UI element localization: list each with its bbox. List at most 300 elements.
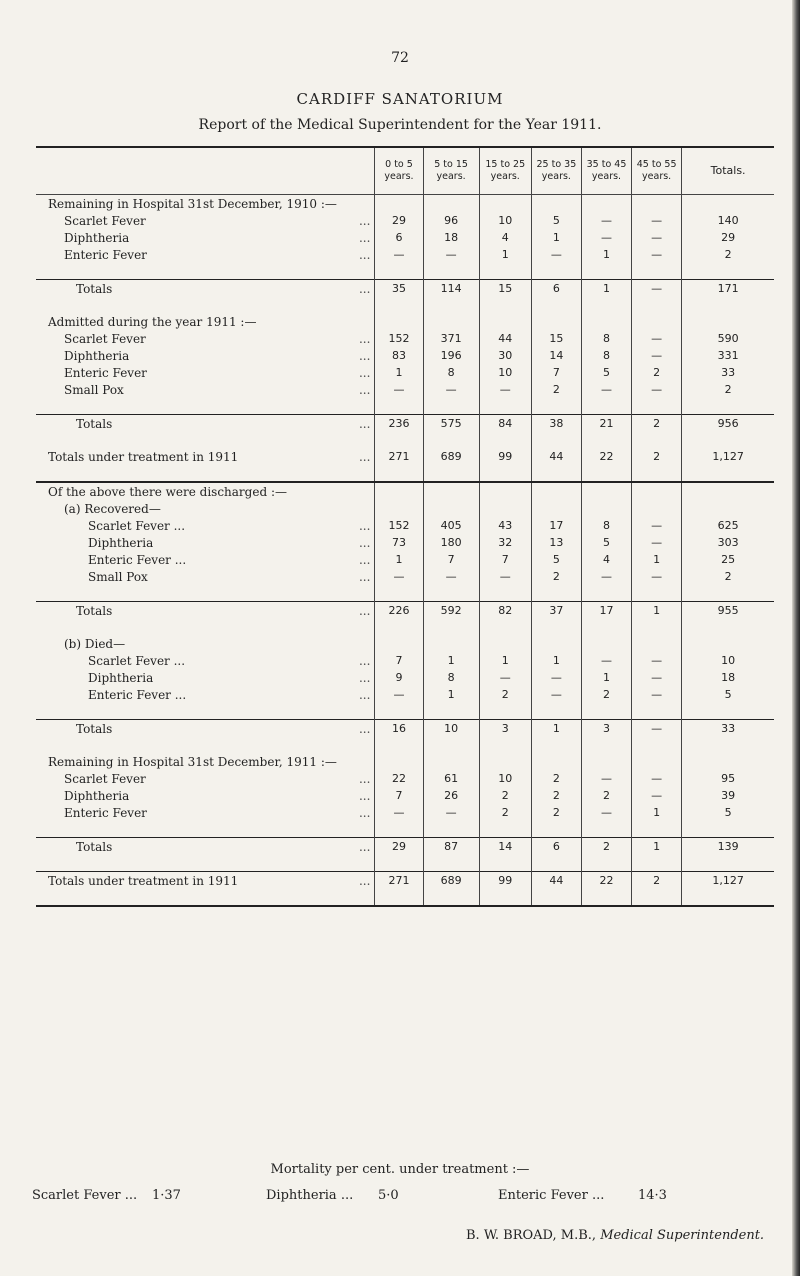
table-cell: — bbox=[375, 246, 423, 263]
column-header: 5 to 15 years. bbox=[423, 147, 479, 195]
table-row bbox=[36, 364, 774, 381]
table-cell: 575 bbox=[423, 415, 479, 433]
table-row bbox=[36, 669, 774, 686]
table-cell bbox=[531, 500, 581, 517]
table-cell bbox=[531, 297, 581, 313]
row-label-text: Totals under treatment in 1911 bbox=[48, 873, 239, 888]
table-cell: 22 bbox=[581, 872, 631, 890]
page-number: 72 bbox=[391, 50, 409, 66]
table-cell: — bbox=[632, 686, 682, 703]
table-row bbox=[36, 448, 774, 465]
table-cell: 2 bbox=[632, 872, 682, 890]
table-cell bbox=[375, 585, 423, 602]
row-label-text: Diphtheria bbox=[64, 788, 130, 803]
row-label bbox=[36, 669, 375, 686]
table-cell bbox=[479, 313, 531, 330]
mortality-enteric-value: 14·3 bbox=[638, 1188, 667, 1203]
table-cell: 7 bbox=[531, 364, 581, 381]
row-label-text: Enteric Fever bbox=[64, 247, 147, 262]
table-cell: — bbox=[581, 381, 631, 398]
table-cell: 82 bbox=[479, 602, 531, 620]
table-cell: 2 bbox=[479, 804, 531, 821]
row-label-text: Scarlet Fever ... bbox=[88, 518, 186, 533]
leader-dots: ... bbox=[358, 281, 371, 296]
table-cell: 30 bbox=[479, 347, 531, 364]
table-cell bbox=[375, 195, 423, 213]
table-cell: 2 bbox=[581, 787, 631, 804]
row-label bbox=[36, 821, 375, 838]
row-label bbox=[36, 517, 375, 534]
leader-dots: ... bbox=[358, 348, 371, 363]
row-label bbox=[36, 568, 375, 585]
table-row bbox=[36, 381, 774, 398]
table-cell: 955 bbox=[682, 602, 774, 620]
table-cell: — bbox=[581, 804, 631, 821]
row-label bbox=[36, 246, 375, 263]
table-cell bbox=[531, 855, 581, 872]
table-cell: — bbox=[632, 347, 682, 364]
table-cell bbox=[375, 703, 423, 720]
table-cell bbox=[632, 889, 682, 906]
spacer-row bbox=[36, 398, 774, 415]
row-label bbox=[36, 263, 375, 280]
table-cell: 10 bbox=[479, 770, 531, 787]
table-cell: 2 bbox=[632, 448, 682, 465]
row-label bbox=[36, 313, 375, 330]
table-cell bbox=[423, 313, 479, 330]
table-cell bbox=[375, 432, 423, 448]
table-cell: 1 bbox=[375, 364, 423, 381]
table-cell: 2 bbox=[682, 381, 774, 398]
table-cell: 2 bbox=[682, 568, 774, 585]
table-cell bbox=[375, 500, 423, 517]
table-cell: — bbox=[632, 280, 682, 298]
table-cell: 303 bbox=[682, 534, 774, 551]
table-cell: 5 bbox=[531, 212, 581, 229]
table-cell: 2 bbox=[531, 770, 581, 787]
table-cell: 96 bbox=[423, 212, 479, 229]
table-cell bbox=[632, 482, 682, 500]
table-cell: — bbox=[632, 246, 682, 263]
row-label-text: Totals bbox=[76, 281, 113, 296]
table-row bbox=[36, 652, 774, 669]
table-cell: 1 bbox=[479, 246, 531, 263]
leader-dots: ... bbox=[358, 331, 371, 346]
row-label bbox=[36, 364, 375, 381]
table-cell bbox=[682, 500, 774, 517]
table-cell: 689 bbox=[423, 872, 479, 890]
table-cell: 84 bbox=[479, 415, 531, 433]
table-cell: — bbox=[581, 212, 631, 229]
table-cell bbox=[423, 482, 479, 500]
table-cell: 5 bbox=[581, 534, 631, 551]
table-cell: — bbox=[632, 517, 682, 534]
table-cell: 15 bbox=[531, 330, 581, 347]
spacer-row bbox=[36, 889, 774, 906]
table-cell bbox=[632, 297, 682, 313]
row-label bbox=[36, 448, 375, 465]
table-cell: — bbox=[479, 568, 531, 585]
table-cell bbox=[581, 619, 631, 635]
table-cell bbox=[423, 703, 479, 720]
table-cell: 61 bbox=[423, 770, 479, 787]
table-cell: 7 bbox=[375, 652, 423, 669]
table-cell bbox=[479, 482, 531, 500]
table-row bbox=[36, 415, 774, 433]
report-subtitle: Report of the Medical Superintendent for the Year 1911. bbox=[198, 117, 602, 133]
table-cell: — bbox=[581, 568, 631, 585]
table-cell bbox=[531, 635, 581, 652]
table-cell: 1 bbox=[581, 669, 631, 686]
table-cell bbox=[423, 855, 479, 872]
leader-dots: ... bbox=[358, 365, 371, 380]
row-label-text: Diphtheria bbox=[64, 230, 130, 245]
table-cell bbox=[682, 619, 774, 635]
table-cell bbox=[531, 703, 581, 720]
table-cell: 592 bbox=[423, 602, 479, 620]
spacer-row bbox=[36, 465, 774, 482]
table-cell: 35 bbox=[375, 280, 423, 298]
table-cell bbox=[632, 821, 682, 838]
column-header: 0 to 5 years. bbox=[375, 147, 423, 195]
spacer-row bbox=[36, 619, 774, 635]
row-label bbox=[36, 720, 375, 738]
table-cell: 180 bbox=[423, 534, 479, 551]
signature-name: B. W. BROAD, M.B., bbox=[466, 1228, 597, 1243]
table-cell: 1 bbox=[581, 280, 631, 298]
table-cell bbox=[479, 585, 531, 602]
table-body bbox=[36, 195, 774, 907]
table-cell bbox=[632, 703, 682, 720]
table-cell: — bbox=[423, 246, 479, 263]
table-cell bbox=[632, 195, 682, 213]
header-blank bbox=[36, 147, 375, 195]
table-cell bbox=[531, 482, 581, 500]
mortality-scarlet-label: Scarlet Fever ... bbox=[32, 1188, 138, 1203]
row-label bbox=[36, 872, 375, 890]
table-row bbox=[36, 872, 774, 890]
row-label bbox=[36, 838, 375, 856]
row-label bbox=[36, 500, 375, 517]
leader-dots: ... bbox=[358, 603, 371, 618]
table-cell: 8 bbox=[423, 364, 479, 381]
mortality-diphtheria-value: 5·0 bbox=[378, 1188, 399, 1203]
table-cell: — bbox=[479, 381, 531, 398]
table-cell bbox=[682, 889, 774, 906]
table-cell: 33 bbox=[682, 720, 774, 738]
table-cell: — bbox=[632, 720, 682, 738]
table-cell: 1,127 bbox=[682, 448, 774, 465]
table-cell: 5 bbox=[581, 364, 631, 381]
table-cell bbox=[375, 635, 423, 652]
leader-dots: ... bbox=[358, 518, 371, 533]
table-cell: 6 bbox=[375, 229, 423, 246]
table-cell bbox=[375, 821, 423, 838]
table-row bbox=[36, 229, 774, 246]
column-header-totals: Totals. bbox=[682, 147, 774, 195]
table-cell bbox=[479, 855, 531, 872]
table-cell bbox=[581, 635, 631, 652]
table-cell: 29 bbox=[375, 838, 423, 856]
column-header: 25 to 35 years. bbox=[531, 147, 581, 195]
table-cell bbox=[682, 263, 774, 280]
table-cell bbox=[423, 500, 479, 517]
table-cell bbox=[632, 500, 682, 517]
table-row bbox=[36, 686, 774, 703]
leader-dots: ... bbox=[358, 771, 371, 786]
table-cell bbox=[632, 398, 682, 415]
table-cell bbox=[531, 313, 581, 330]
table-cell bbox=[581, 398, 631, 415]
table-cell: 39 bbox=[682, 787, 774, 804]
row-label bbox=[36, 737, 375, 753]
table-cell: — bbox=[423, 381, 479, 398]
table-cell: 14 bbox=[479, 838, 531, 856]
row-label-text: Diphtheria bbox=[88, 670, 154, 685]
table-cell bbox=[581, 500, 631, 517]
table-cell bbox=[682, 855, 774, 872]
row-label-text: Small Pox bbox=[88, 569, 148, 584]
table-cell: 2 bbox=[632, 415, 682, 433]
table-cell bbox=[632, 635, 682, 652]
row-label-text: Scarlet Fever ... bbox=[88, 653, 186, 668]
spacer-row bbox=[36, 821, 774, 838]
table-cell: 2 bbox=[531, 568, 581, 585]
table-cell: 371 bbox=[423, 330, 479, 347]
leader-dots: ... bbox=[358, 552, 371, 567]
row-label bbox=[36, 398, 375, 415]
table-cell bbox=[581, 482, 631, 500]
table-cell: 15 bbox=[479, 280, 531, 298]
table-cell: 6 bbox=[531, 838, 581, 856]
row-label bbox=[36, 330, 375, 347]
spacer-row bbox=[36, 297, 774, 313]
table-header-row bbox=[36, 147, 774, 195]
table-row bbox=[36, 602, 774, 620]
table-cell: 2 bbox=[682, 246, 774, 263]
table-cell: — bbox=[581, 770, 631, 787]
row-label bbox=[36, 753, 375, 770]
table-cell bbox=[682, 465, 774, 482]
table-cell: 331 bbox=[682, 347, 774, 364]
column-header: 45 to 55 years. bbox=[632, 147, 682, 195]
table-cell: 10 bbox=[423, 720, 479, 738]
table-cell: 1 bbox=[423, 652, 479, 669]
row-label-text: (b) Died— bbox=[64, 636, 126, 651]
leader-dots: ... bbox=[358, 569, 371, 584]
table-cell: — bbox=[632, 330, 682, 347]
table-cell: 405 bbox=[423, 517, 479, 534]
column-header: 35 to 45 years. bbox=[581, 147, 631, 195]
table-cell: 271 bbox=[375, 448, 423, 465]
row-label bbox=[36, 635, 375, 652]
leader-dots: ... bbox=[358, 721, 371, 736]
row-label-text: Of the above there were discharged :— bbox=[48, 484, 287, 499]
table-cell: 25 bbox=[682, 551, 774, 568]
table-row bbox=[36, 347, 774, 364]
table-cell bbox=[682, 635, 774, 652]
row-label bbox=[36, 889, 375, 906]
table-cell: 226 bbox=[375, 602, 423, 620]
table-cell bbox=[531, 889, 581, 906]
table-cell: — bbox=[479, 669, 531, 686]
table-cell bbox=[423, 821, 479, 838]
table-cell bbox=[423, 619, 479, 635]
table-cell: 2 bbox=[581, 838, 631, 856]
table-cell: 8 bbox=[581, 330, 631, 347]
table-cell: 1 bbox=[479, 652, 531, 669]
row-label bbox=[36, 602, 375, 620]
spacer-row bbox=[36, 737, 774, 753]
table-cell: 236 bbox=[375, 415, 423, 433]
table-cell bbox=[531, 753, 581, 770]
table-cell: 14 bbox=[531, 347, 581, 364]
table-cell: 171 bbox=[682, 280, 774, 298]
table-cell bbox=[423, 263, 479, 280]
table-cell bbox=[682, 398, 774, 415]
mortality-enteric-label: Enteric Fever ... bbox=[498, 1188, 605, 1203]
table-cell bbox=[375, 889, 423, 906]
table-cell: 29 bbox=[682, 229, 774, 246]
table-cell: 1 bbox=[531, 652, 581, 669]
row-label bbox=[36, 551, 375, 568]
table-cell: — bbox=[423, 804, 479, 821]
table-cell: 44 bbox=[531, 872, 581, 890]
table-cell bbox=[423, 465, 479, 482]
table-cell: — bbox=[632, 770, 682, 787]
table-cell bbox=[632, 753, 682, 770]
table-cell: 10 bbox=[682, 652, 774, 669]
table-cell bbox=[479, 398, 531, 415]
table-cell: 3 bbox=[479, 720, 531, 738]
table-cell bbox=[581, 465, 631, 482]
table-cell bbox=[375, 263, 423, 280]
table-row bbox=[36, 838, 774, 856]
table-cell: 33 bbox=[682, 364, 774, 381]
mortality-heading: Mortality per cent. under treatment :— bbox=[270, 1162, 530, 1177]
table-cell: 17 bbox=[581, 602, 631, 620]
table-cell: 4 bbox=[479, 229, 531, 246]
table-cell bbox=[581, 313, 631, 330]
table-cell bbox=[531, 465, 581, 482]
table-cell: — bbox=[632, 229, 682, 246]
table-cell: 1,127 bbox=[682, 872, 774, 890]
table-cell: 1 bbox=[423, 686, 479, 703]
leader-dots: ... bbox=[358, 788, 371, 803]
table-cell bbox=[581, 737, 631, 753]
signature bbox=[466, 1228, 764, 1243]
table-cell: — bbox=[632, 669, 682, 686]
table-cell: 1 bbox=[531, 720, 581, 738]
table-cell: — bbox=[375, 686, 423, 703]
row-label-text: (a) Recovered— bbox=[64, 501, 161, 516]
table-cell bbox=[531, 263, 581, 280]
table-cell: 9 bbox=[375, 669, 423, 686]
table-cell: 4 bbox=[581, 551, 631, 568]
table-cell bbox=[581, 195, 631, 213]
table-cell: 18 bbox=[682, 669, 774, 686]
table-cell bbox=[423, 398, 479, 415]
table-cell: — bbox=[632, 534, 682, 551]
table-cell: — bbox=[375, 381, 423, 398]
table-cell: 1 bbox=[632, 551, 682, 568]
table-cell: 5 bbox=[682, 686, 774, 703]
row-label-text: Scarlet Fever bbox=[64, 331, 146, 346]
leader-dots: ... bbox=[358, 687, 371, 702]
table-cell bbox=[375, 465, 423, 482]
table-cell: 8 bbox=[423, 669, 479, 686]
table-cell: 6 bbox=[531, 280, 581, 298]
table-cell: 152 bbox=[375, 517, 423, 534]
row-label-text: Enteric Fever bbox=[64, 365, 147, 380]
table-cell: 99 bbox=[479, 872, 531, 890]
table-cell: 1 bbox=[581, 246, 631, 263]
table-cell bbox=[531, 195, 581, 213]
table-cell: 16 bbox=[375, 720, 423, 738]
row-label-text: Totals bbox=[76, 603, 113, 618]
row-label-text: Enteric Fever ... bbox=[88, 552, 187, 567]
table-cell bbox=[632, 432, 682, 448]
table-cell: — bbox=[632, 787, 682, 804]
table-cell: 1 bbox=[632, 838, 682, 856]
leader-dots: ... bbox=[358, 416, 371, 431]
row-label bbox=[36, 855, 375, 872]
table-cell bbox=[682, 297, 774, 313]
table-cell: 2 bbox=[531, 804, 581, 821]
table-cell bbox=[581, 263, 631, 280]
row-label-text: Scarlet Fever bbox=[64, 771, 146, 786]
row-label bbox=[36, 619, 375, 635]
spacer-row bbox=[36, 585, 774, 602]
table-cell bbox=[479, 821, 531, 838]
table-cell: 17 bbox=[531, 517, 581, 534]
row-label-text: Remaining in Hospital 31st December, 1911 :— bbox=[48, 754, 337, 769]
page-title: CARDIFF SANATORIUM bbox=[296, 90, 504, 108]
table-cell: 26 bbox=[423, 787, 479, 804]
table-cell: 37 bbox=[531, 602, 581, 620]
table-row bbox=[36, 246, 774, 263]
mortality-diphtheria-label: Diphtheria ... bbox=[266, 1188, 354, 1203]
table-cell bbox=[375, 297, 423, 313]
table-cell: 1 bbox=[632, 602, 682, 620]
leader-dots: ... bbox=[358, 449, 371, 464]
table-cell bbox=[479, 619, 531, 635]
row-label-text: Small Pox bbox=[64, 382, 124, 397]
table-row bbox=[36, 330, 774, 347]
table-row bbox=[36, 551, 774, 568]
table-cell: — bbox=[531, 686, 581, 703]
table-cell bbox=[423, 195, 479, 213]
row-label bbox=[36, 770, 375, 787]
table-cell: 1 bbox=[375, 551, 423, 568]
table-cell: 10 bbox=[479, 364, 531, 381]
table-cell: — bbox=[375, 804, 423, 821]
table-cell bbox=[479, 635, 531, 652]
table-cell bbox=[531, 585, 581, 602]
leader-dots: ... bbox=[358, 805, 371, 820]
leader-dots: ... bbox=[358, 670, 371, 685]
table-row bbox=[36, 804, 774, 821]
leader-dots: ... bbox=[358, 230, 371, 245]
table-cell: 1 bbox=[531, 229, 581, 246]
table-cell bbox=[479, 753, 531, 770]
table-cell: 8 bbox=[581, 517, 631, 534]
table-cell: 32 bbox=[479, 534, 531, 551]
table-cell bbox=[682, 821, 774, 838]
row-label-text: Totals under treatment in 1911 bbox=[48, 449, 239, 464]
table-cell: — bbox=[423, 568, 479, 585]
table-cell bbox=[632, 737, 682, 753]
